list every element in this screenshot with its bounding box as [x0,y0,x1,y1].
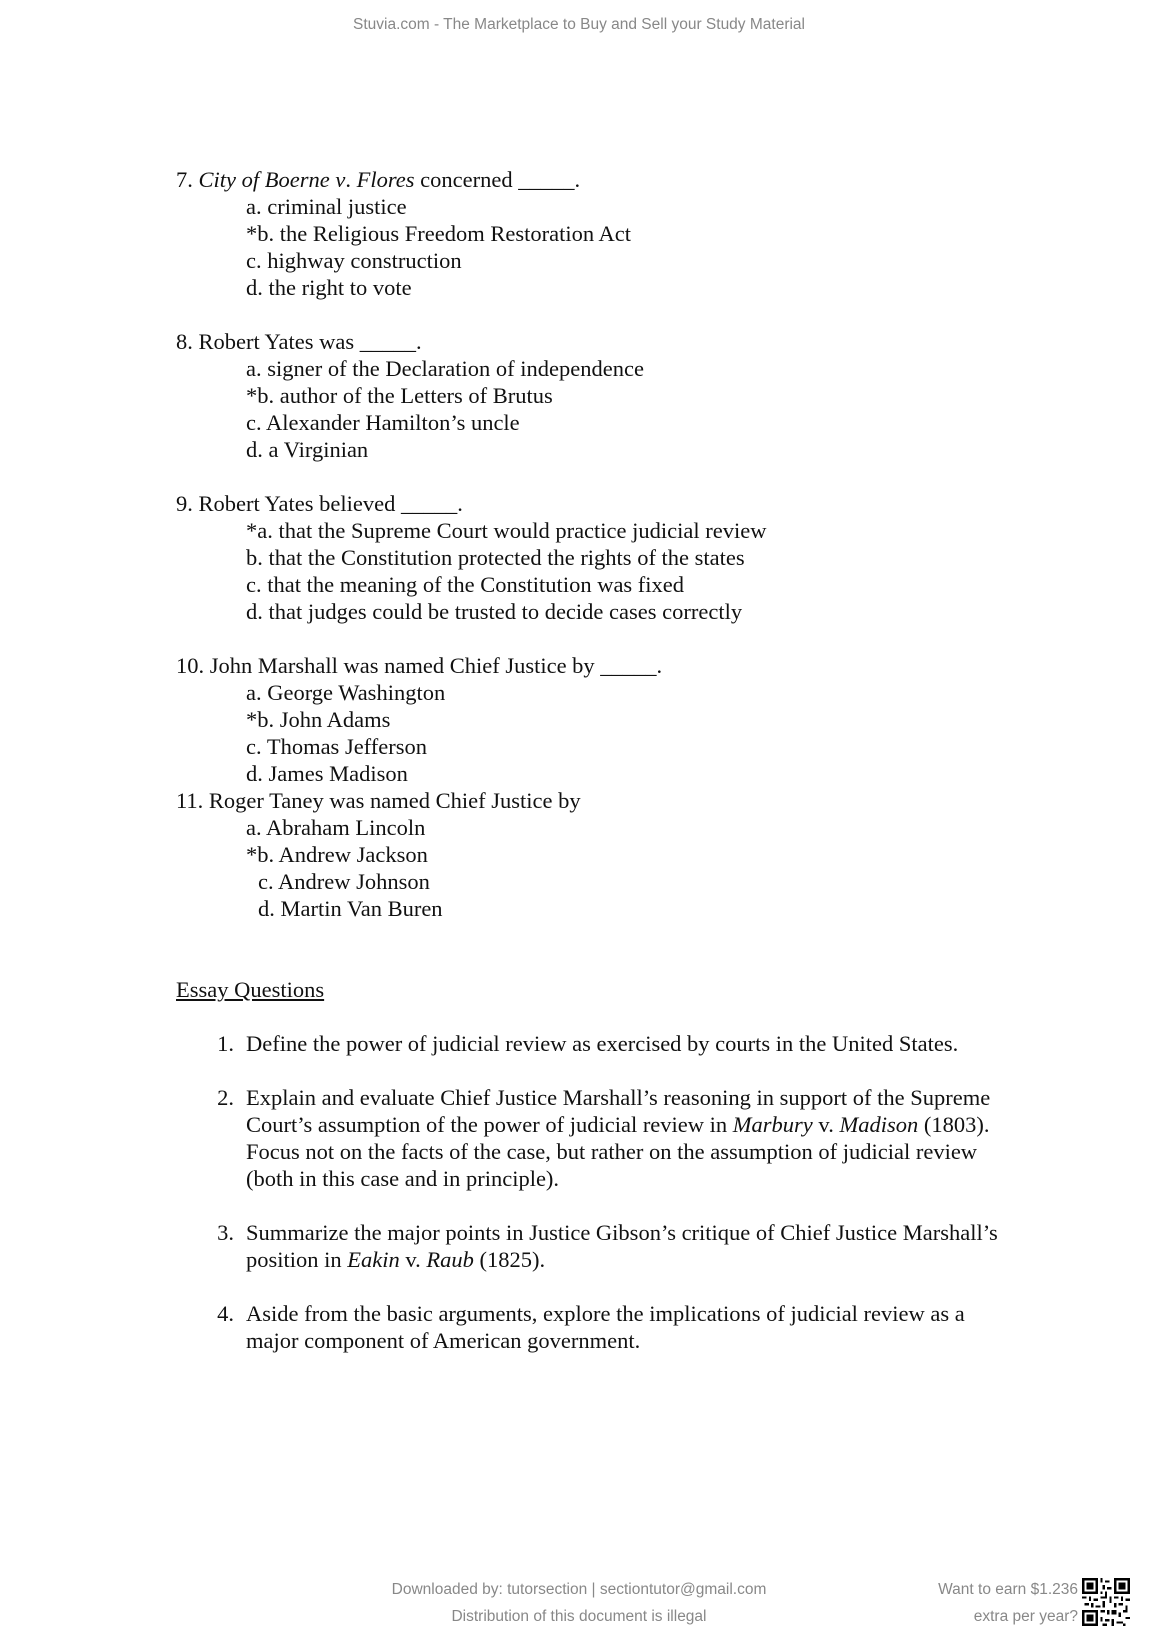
question-number: 7. [176,167,193,192]
question-10 [176,652,1036,787]
essay-section-title: Essay Questions [176,977,325,1002]
case-name: Eakin [347,1247,400,1272]
question-8 [176,328,1036,463]
case-name-part: City of Boerne [198,167,330,192]
option: a. Abraham Lincoln [246,815,426,840]
essay-number: 2. [217,1085,234,1110]
option: d. that judges could be trusted to decide cases correctly [246,599,743,624]
question-stem: concerned _____. [420,167,581,192]
option: *b. Andrew Jackson [246,842,428,867]
essay-item [176,1030,1036,1057]
question-number: 9. [176,491,193,516]
question-11 [176,787,1036,922]
option: d. James Madison [246,761,408,786]
essay-text [246,1084,1006,1192]
essay-text [246,1219,1006,1273]
essay-text: Define the power of judicial review as exercised by courts in the United States. [246,1031,959,1056]
option: a. criminal justice [246,194,407,219]
option: c. that the meaning of the Constitution was fixed [246,572,685,597]
option: a. George Washington [246,680,446,705]
option: d. Martin Van Buren [258,896,443,921]
essay-text-part: Summarize the major points in Justice Gibson’s critique of Chief Justice Marshall’s position in [246,1220,998,1272]
question-stem: Robert Yates was _____. [198,329,422,354]
question-7: 7. City of Boerne v. Flores concerned _____. a. criminal justice *b. the Religious Freedom Restoration Act c. highway construction d. the right to vote [176,166,1036,301]
case-name: Madison [839,1112,919,1137]
essay-text: Aside from the basic arguments, explore the implications of judicial review as a major component of American government. [246,1301,965,1353]
option: *b. author of the Letters of Brutus [246,383,553,408]
question-stem: Roger Taney was named Chief Justice by [208,788,581,813]
option: a. signer of the Declaration of independence [246,356,644,381]
option: c. Alexander Hamilton’s uncle [246,410,520,435]
qr-code-icon[interactable] [1082,1578,1130,1626]
essay-number: 4. [217,1301,234,1326]
option: d. the right to vote [246,275,412,300]
case-versus: v. [405,1247,421,1272]
essay-text-part: (1803). Focus not on the facts of the case, but rather on the assumption of judicial review (both in this case and in principle). [246,1112,990,1191]
essay-number: 3. [217,1220,234,1245]
essay-item [176,1219,1036,1273]
question-number: 11. [176,788,204,813]
essay-text-part: Explain and evaluate Chief Justice Marshall’s reasoning in support of the Supreme Court’s assumption of the power of judicial review in [246,1085,991,1137]
downloaded-by-text: Downloaded by: tutorsection | sectiontutor@gmail.com [391,1581,767,1598]
distribution-notice: Distribution of this document is illegal [451,1608,707,1625]
case-name-part: Flores [356,167,415,192]
essay-item [176,1300,1036,1354]
question-9 [176,490,1036,625]
earn-promo[interactable] [938,1576,1078,1630]
option: d. a Virginian [246,437,369,462]
option: c. highway construction [246,248,462,273]
option: *b. the Religious Freedom Restoration Act [246,221,631,246]
essay-list [176,1030,1036,1354]
question-number: 8. [176,329,193,354]
question-number: 10. [176,653,205,678]
option: *a. that the Supreme Court would practice judicial review [246,518,767,543]
earn-line-2: extra per year? [973,1608,1078,1625]
option: b. that the Constitution protected the rights of the states [246,545,745,570]
question-stem: Robert Yates believed _____. [198,491,463,516]
earn-line-1: Want to earn $1.236 [938,1581,1078,1598]
option: c. Andrew Johnson [258,869,430,894]
case-name: Marbury [732,1112,813,1137]
case-name: Raub [426,1247,474,1272]
page-header: Stuvia.com - The Marketplace to Buy and Sell your Study Material [352,16,805,33]
essay-item [176,1084,1036,1192]
option: c. Thomas Jefferson [246,734,427,759]
case-versus: v. [818,1112,834,1137]
case-versus: v [335,167,346,192]
document-body [176,166,1036,1381]
essay-text-part: (1825). [479,1247,546,1272]
question-stem: John Marshall was named Chief Justice by _____. [209,653,663,678]
option: *b. John Adams [246,707,391,732]
essay-number: 1. [217,1031,234,1056]
